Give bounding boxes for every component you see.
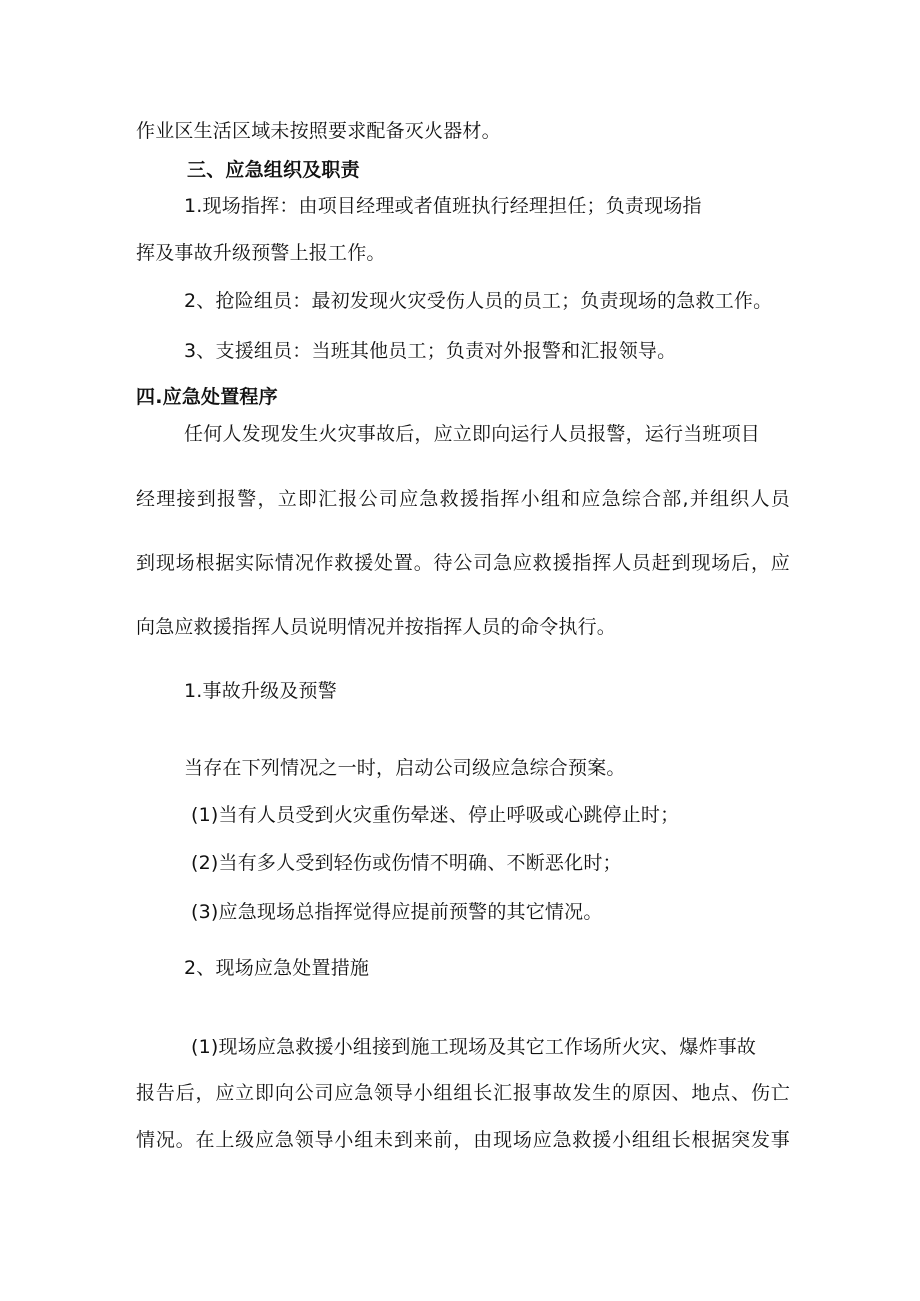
paragraph-line: 到现场根据实际情况作救援处置。待公司急应救援指挥人员赶到现场后，应 <box>136 552 790 574</box>
paragraph-line: (1)现场应急救援小组接到施工现场及其它工作场所火灾、爆炸事故 <box>191 1036 757 1058</box>
subsection-heading: 1.事故升级及预警 <box>184 680 337 702</box>
paragraph-line: 任何人发现发生火灾事故后，应立即向运行人员报警，运行当班项目 <box>184 423 761 445</box>
paragraph-line: 1.现场指挥：由项目经理或者值班执行经理担任；负责现场指 <box>184 195 702 217</box>
subsection-heading: 2、现场应急处置措施 <box>184 957 370 979</box>
paragraph-line: 报告后，应立即向公司应急领导小组组长汇报事故发生的原因、地点、伤亡 <box>136 1082 790 1104</box>
paragraph-line: 挥及事故升级预警上报工作。 <box>136 242 386 264</box>
paragraph-line: 2、抢险组员：最初发现火灾受伤人员的员工；负责现场的急救工作。 <box>184 290 773 312</box>
list-item: (1)当有人员受到火灾重伤晕迷、停止呼吸或心跳停止时； <box>191 804 680 826</box>
paragraph-line: 情况。在上级应急领导小组未到来前，由现场应急救援小组组长根据突发事 <box>136 1129 790 1151</box>
paragraph-line: 当存在下列情况之一时，启动公司级应急综合预案。 <box>184 757 626 779</box>
list-item: (2)当有多人受到轻伤或伤情不明确、不断恶化时； <box>191 852 622 874</box>
list-item: (3)应急现场总指挥觉得应提前预警的其它情况。 <box>191 901 603 923</box>
section-heading: 三、应急组织及职责 <box>187 159 360 181</box>
paragraph-line: 向急应救援指挥人员说明情况并按指挥人员的命令执行。 <box>136 616 617 638</box>
paragraph-line: 作业区生活区域未按照要求配备灭火器材。 <box>136 120 501 142</box>
section-heading: 四.应急处置程序 <box>136 386 278 408</box>
paragraph-line: 3、支援组员：当班其他员工；负责对外报警和汇报领导。 <box>184 340 677 362</box>
paragraph-line: 经理接到报警，立即汇报公司应急救援指挥小组和应急综合部,并组织人员 <box>136 488 790 510</box>
